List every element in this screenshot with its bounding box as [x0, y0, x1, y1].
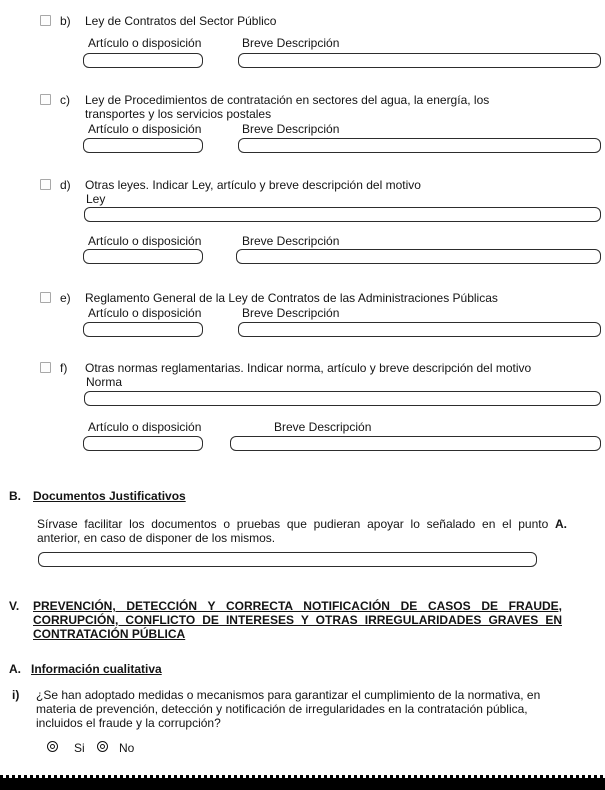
breve-label-f: Breve Descripción: [274, 420, 372, 434]
breve-input-e[interactable]: [238, 322, 601, 337]
articulo-label-e: Artículo o disposición: [88, 306, 202, 320]
checkbox-item-c[interactable]: [40, 94, 51, 105]
articulo-label-c: Artículo o disposición: [88, 122, 202, 136]
checkbox-item-f[interactable]: [40, 362, 51, 373]
checkbox-item-e[interactable]: [40, 292, 51, 303]
norma-input-f[interactable]: [84, 391, 601, 406]
articulo-input-c[interactable]: [83, 138, 203, 153]
breve-input-c[interactable]: [238, 138, 601, 153]
section-b-title: Documentos Justificativos: [33, 489, 186, 503]
item-title-c-line2: transportes y los servicios postales: [85, 107, 272, 121]
breve-label-c: Breve Descripción: [242, 122, 340, 136]
section-v-heading-line2: CORRUPCIÓN, CONFLICTO DE INTERESES Y OTRAS IRREGULARIDADES GRAVES EN: [33, 613, 562, 627]
ley-label-d: Ley: [86, 192, 106, 206]
documentos-input[interactable]: [38, 552, 537, 567]
ley-input-d[interactable]: [84, 207, 601, 222]
section-v-heading-line1: PREVENCIÓN, DETECCIÓN Y CORRECTA NOTIFICACIÓN DE CASOS DE FRAUDE,: [33, 599, 562, 613]
item-letter-f: f): [60, 361, 68, 375]
checkbox-item-d[interactable]: [40, 179, 51, 190]
question-i-line3: incluidos el fraude y la corrupción?: [36, 716, 221, 730]
item-letter-d: d): [60, 178, 71, 192]
breve-input-f[interactable]: [230, 436, 601, 451]
item-title-b: Ley de Contratos del Sector Público: [85, 14, 277, 28]
section-v-letter: V.: [9, 599, 20, 613]
checkbox-item-b[interactable]: [40, 15, 51, 26]
radio-no[interactable]: [97, 741, 108, 752]
radio-si[interactable]: [47, 741, 58, 752]
breve-label-d: Breve Descripción: [242, 234, 340, 248]
articulo-input-f[interactable]: [83, 436, 203, 451]
item-title-c-line1: Ley de Procedimientos de contratación en sectores del agua, la energía, los: [85, 93, 490, 107]
breve-input-b[interactable]: [238, 53, 601, 68]
radio-no-ring: [100, 744, 105, 749]
section-b-paragraph-line2: anterior, en caso de disponer de los mismos.: [37, 531, 276, 545]
radio-label-si: Si: [74, 741, 85, 755]
question-i-line2: materia de prevención, detección y notificación de irregularidades en la contratación pública,: [36, 702, 528, 716]
item-title-d: Otras leyes. Indicar Ley, artículo y breve descripción del motivo: [85, 178, 421, 192]
question-i-line1: ¿Se han adoptado medidas o mecanismos para garantizar el cumplimiento de la normativa, en: [36, 688, 541, 702]
section-b-letter: B.: [9, 489, 21, 503]
articulo-input-e[interactable]: [83, 322, 203, 337]
norma-label-f: Norma: [86, 375, 123, 389]
section-b-paragraph-line1: Sírvase facilitar los documentos o pruebas que pudieran apoyar lo señalado en el punto A.: [37, 517, 567, 531]
breve-input-d[interactable]: [236, 249, 601, 264]
articulo-label-d: Artículo o disposición: [88, 234, 202, 248]
question-i-letter: i): [12, 688, 20, 702]
item-letter-c: c): [60, 93, 70, 107]
articulo-input-d[interactable]: [83, 249, 203, 264]
section-a-letter: A.: [9, 662, 21, 676]
section-a-title: Información cualitativa: [31, 662, 162, 676]
radio-si-ring: [50, 744, 55, 749]
breve-label-b: Breve Descripción: [242, 36, 340, 50]
scan-bar-bottom: [0, 778, 605, 790]
item-letter-b: b): [60, 14, 71, 28]
articulo-input-b[interactable]: [83, 53, 203, 68]
item-letter-e: e): [60, 291, 71, 305]
articulo-label-f: Artículo o disposición: [88, 420, 202, 434]
item-title-f: Otras normas reglamentarias. Indicar norma, artículo y breve descripción del motivo: [85, 361, 532, 375]
breve-label-e: Breve Descripción: [242, 306, 340, 320]
radio-label-no: No: [119, 741, 135, 755]
articulo-label-b: Artículo o disposición: [88, 36, 202, 50]
item-title-e: Reglamento General de la Ley de Contratos de las Administraciones Públicas: [85, 291, 498, 305]
section-v-heading-line3: CONTRATACIÓN PÚBLICA: [33, 627, 186, 641]
